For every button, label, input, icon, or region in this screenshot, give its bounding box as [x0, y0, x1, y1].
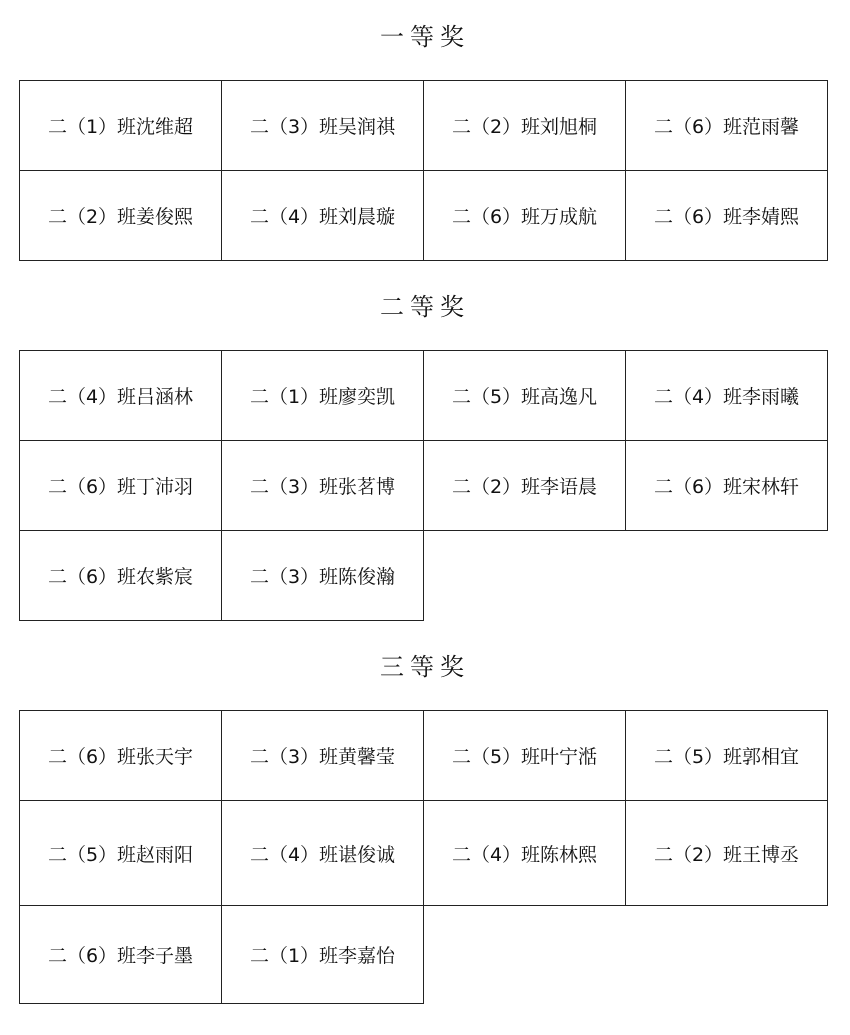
winner-cell: 二（6）班万成航 — [424, 171, 626, 261]
winner-cell: 二（4）班陈林熙 — [424, 801, 626, 906]
winner-cell: 二（4）班吕涵林 — [20, 351, 222, 441]
empty-cell — [424, 906, 626, 1004]
table-row — [20, 81, 828, 171]
table-row — [20, 531, 828, 621]
winner-cell: 二（2）班刘旭桐 — [424, 81, 626, 171]
winner-cell: 二（3）班吴润祺 — [222, 81, 424, 171]
empty-cell — [424, 531, 626, 621]
winner-cell: 二（4）班谌俊诚 — [222, 801, 424, 906]
winner-cell: 二（3）班黄馨莹 — [222, 711, 424, 801]
winner-cell: 二（6）班李婧熙 — [626, 171, 828, 261]
winner-cell: 二（6）班宋林轩 — [626, 441, 828, 531]
winner-cell: 二（6）班丁沛羽 — [20, 441, 222, 531]
table-row — [20, 711, 828, 801]
table-row — [20, 441, 828, 531]
table-row — [20, 171, 828, 261]
winner-cell: 二（1）班廖奕凯 — [222, 351, 424, 441]
winner-cell: 二（1）班沈维超 — [20, 81, 222, 171]
winner-cell: 二（2）班李语晨 — [424, 441, 626, 531]
winner-cell: 二（2）班王博丞 — [626, 801, 828, 906]
winner-cell: 二（5）班郭相宜 — [626, 711, 828, 801]
winner-cell: 二（5）班叶宁湉 — [424, 711, 626, 801]
second-prize-table — [19, 350, 828, 621]
first-prize-table — [19, 80, 828, 261]
winner-cell: 二（5）班赵雨阳 — [20, 801, 222, 906]
winner-cell: 二（4）班李雨曦 — [626, 351, 828, 441]
winner-cell: 二（1）班李嘉怡 — [222, 906, 424, 1004]
third-prize-table — [19, 710, 828, 1004]
winner-cell: 二（6）班张天宇 — [20, 711, 222, 801]
winner-cell: 二（3）班陈俊瀚 — [222, 531, 424, 621]
winner-cell: 二（2）班姜俊熙 — [20, 171, 222, 261]
table-row — [20, 906, 828, 1004]
first-prize-title: 一等奖 — [380, 23, 470, 51]
winner-cell: 二（3）班张茗博 — [222, 441, 424, 531]
winner-cell: 二（4）班刘晨璇 — [222, 171, 424, 261]
third-prize-title: 三等奖 — [380, 653, 470, 681]
table-row — [20, 351, 828, 441]
table-row — [20, 801, 828, 906]
winner-cell: 二（5）班高逸凡 — [424, 351, 626, 441]
second-prize-title: 二等奖 — [380, 293, 470, 321]
empty-cell — [626, 531, 828, 621]
winner-cell: 二（6）班范雨馨 — [626, 81, 828, 171]
winner-cell: 二（6）班李子墨 — [20, 906, 222, 1004]
winner-cell: 二（6）班农紫宸 — [20, 531, 222, 621]
empty-cell — [626, 906, 828, 1004]
